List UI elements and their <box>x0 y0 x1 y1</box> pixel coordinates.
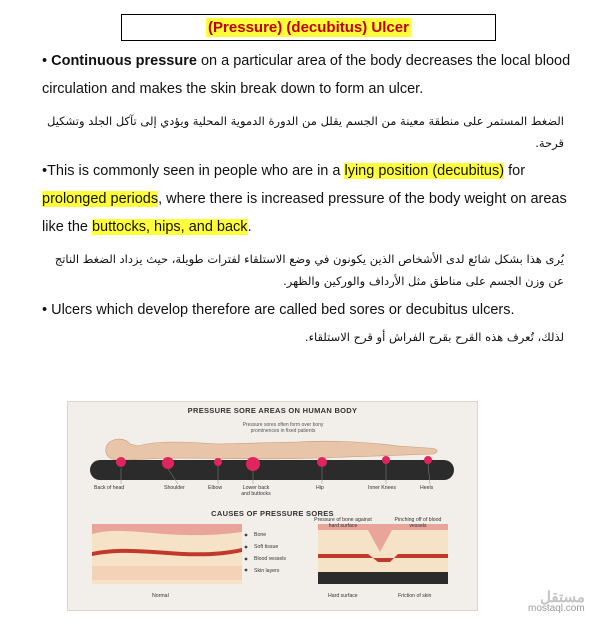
figure-title-causes: CAUSES OF PRESSURE SORES <box>211 509 334 518</box>
paragraph-text: Ulcers which develop therefore are called bed sores or decubitus ulcers. <box>51 302 515 318</box>
figure-illustration <box>68 402 477 610</box>
cause-label: Pinching off of blood vessels <box>394 517 442 529</box>
area-label: Shoulder <box>164 485 185 491</box>
sore-spot-lower-back <box>246 457 260 471</box>
text-part: for <box>504 163 526 179</box>
highlight-body-areas: buttocks, hips, and back <box>91 219 248 235</box>
highlight-lying-position: lying position (decubitus) <box>344 163 505 179</box>
layer-label: Soft tissue <box>254 544 279 550</box>
area-label: Back of head <box>94 485 125 491</box>
panel-label: Normal <box>152 593 169 599</box>
sore-spot-heels <box>424 456 432 464</box>
watermark-site: mostaql.com <box>528 603 585 614</box>
hard-surface <box>318 572 448 584</box>
cause-label: Pressure of bone against hard surface <box>314 517 372 529</box>
arabic-paragraph-1: الضغط المستمر على منطقة معينة من الجسم يقلل من الدورة الدموية المحلية ويؤدي إلى تآكل الجلد وتشكيل قرحة. <box>47 114 564 150</box>
arabic-paragraph-3: لذلك، تُعرف هذه القرح بقرح الفراش أو قرح الاستلقاء. <box>304 330 564 344</box>
bullet: • <box>42 163 48 179</box>
watermark-logo: مستقل <box>540 589 585 606</box>
text-part: , where there is increased pressure of the body weight on areas like the <box>42 191 567 235</box>
paragraph-text: on a particular area of the body decreases the local blood circulation and makes the skin break down to form an ulcer. <box>42 53 571 97</box>
figure-caption: Pressure sores often form over bony prominences in fixed patients <box>242 422 324 434</box>
text-part: . <box>247 219 252 235</box>
pressure-sore-figure <box>67 401 478 611</box>
bullet: • <box>42 53 48 69</box>
panel-label: Hard surface <box>328 593 358 599</box>
sore-spot-knees <box>382 456 390 464</box>
bold-term: Continuous pressure <box>51 53 197 69</box>
paragraph-3 <box>42 296 582 324</box>
area-label: Elbow <box>208 485 223 491</box>
sore-spot-shoulder <box>162 457 174 469</box>
text-part: This is commonly seen in people who are in a <box>47 163 345 179</box>
sore-spot-hip <box>317 457 327 467</box>
sore-spot-head <box>116 457 126 467</box>
area-label: Lower back and buttocks <box>241 485 271 497</box>
page-title: (Pressure) (decubitus) Ulcer <box>208 19 409 36</box>
arabic-paragraph-2: يُرى هذا بشكل شائع لدى الأشخاص الذين يكونون في وضع الاستلقاء لفترات طويلة، حيث يزداد الضغط الناتج عن وزن الجسم على مناطق مثل الأرداف والوركين والظهر. <box>54 252 564 288</box>
paragraph-1 <box>42 47 582 103</box>
layer-label: Blood vessels <box>254 556 287 562</box>
area-label: Hip <box>316 485 324 491</box>
skin-layer-normal <box>92 566 242 580</box>
mattress-shape <box>90 460 454 480</box>
highlight-prolonged-periods: prolonged periods <box>42 191 159 207</box>
panel-label: Friction of skin <box>398 593 432 599</box>
layer-label: Skin layers <box>254 568 280 574</box>
figure-title-areas: PRESSURE SORE AREAS ON HUMAN BODY <box>187 406 358 415</box>
sore-spot-elbow <box>214 458 222 466</box>
area-label: Heels <box>420 485 434 491</box>
area-label: Inner Knees <box>368 485 396 491</box>
paragraph-2 <box>42 157 582 241</box>
bullet: • <box>42 302 48 318</box>
title-box <box>121 14 496 41</box>
layer-label: Bone <box>254 532 267 538</box>
